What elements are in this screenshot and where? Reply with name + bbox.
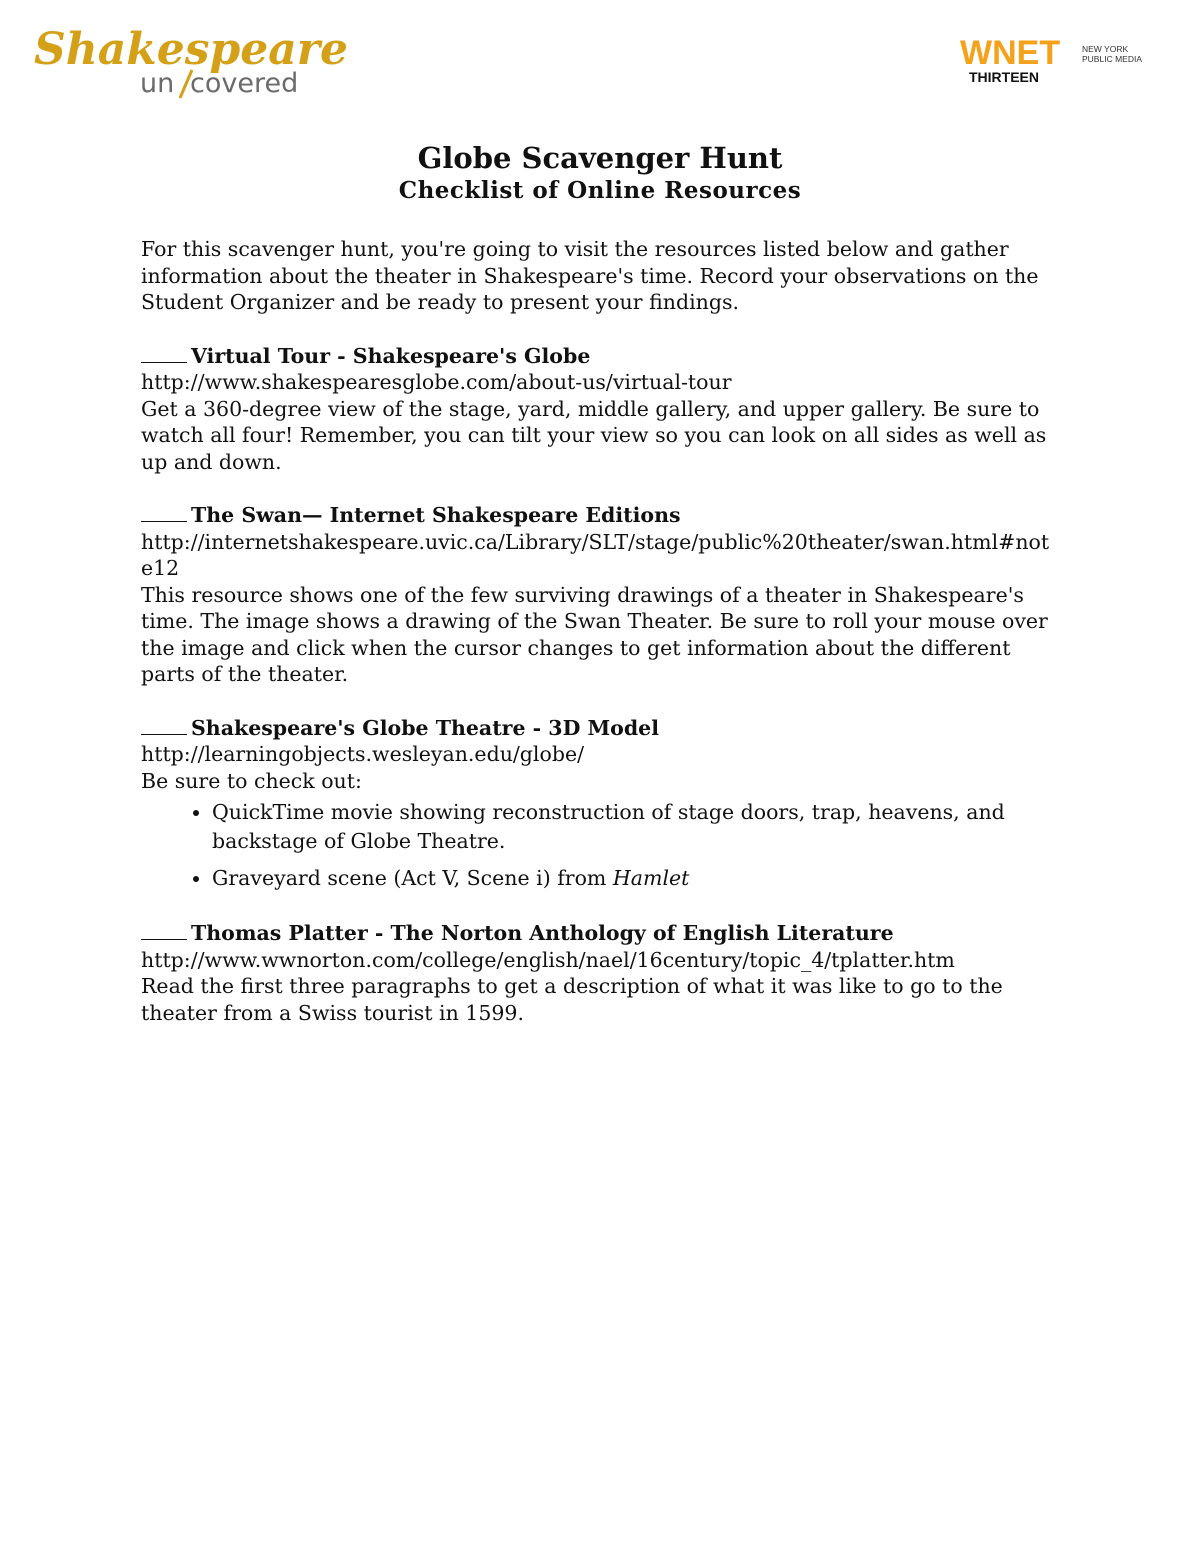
resource-heading: Shakespeare's Globe Theatre - 3D Model (191, 715, 660, 740)
resource-link[interactable]: http://www.wwnorton.com/college/english/nael/16century/topic_4/tplatter.htm (141, 947, 955, 972)
resource-thomas-platter (141, 919, 1061, 1026)
logo-right-main: WNET (960, 34, 1061, 72)
logo-left-line1: Shakespeare (34, 24, 348, 75)
bullet-item (212, 864, 1061, 893)
resource-heading-row (141, 501, 1061, 529)
checkbox-blank[interactable] (141, 501, 187, 522)
resource-heading: The Swan— Internet Shakespeare Editions (191, 503, 681, 527)
checkbox-blank[interactable] (141, 342, 187, 363)
resource-link[interactable]: http://internetshakespeare.uvic.ca/Library/SLT/stage/public%20theater/swan.html#note12 (141, 529, 1050, 580)
resource-heading: Thomas Platter - The Norton Anthology of English Literature (191, 921, 894, 945)
checkbox-blank[interactable] (141, 714, 187, 735)
resource-description: Get a 360-degree view of the stage, yard, middle gallery, and upper gallery. Be sure to watch all four! Remember, you can tilt your view so you can look on all sides as well as up and down. (141, 396, 1047, 474)
resource-link[interactable]: http://www.shakespearesglobe.com/about-us/virtual-tour (141, 370, 732, 394)
logo-right-sub: THIRTEEN (969, 69, 1039, 85)
logo-left-line2-a: un (140, 68, 175, 99)
intro-paragraph: For this scavenger hunt, you're going to visit the resources listed below and gather information about the theater in Shakespeare's time. Record your observations on the Student Organizer and be ready to present your findings. (141, 237, 1039, 314)
checkbox-blank[interactable] (141, 919, 187, 940)
resource-description: This resource shows one of the few surviving drawings of a theater in Shakespeare's time. The image shows a drawing of the Swan Theater. Be sure to roll your mouse over the image and click when the cursor changes to get information about the different parts of the theater. (141, 582, 1048, 686)
logo-left-line2-b: covered (190, 68, 299, 99)
resource-heading-row (141, 919, 1061, 947)
logo-right-side1: NEW YORK (1082, 44, 1129, 54)
resource-swan (141, 501, 1061, 688)
resource-link[interactable]: http://learningobjects.wesleyan.edu/globe/ (141, 742, 584, 766)
wnet-thirteen-logo (960, 34, 1150, 86)
resource-description: Read the first three paragraphs to get a description of what it was like to go to the theater from a Swiss tourist in 1599. (141, 974, 1003, 1025)
resource-virtual-tour (141, 342, 1061, 476)
title-block (0, 140, 1200, 206)
logo-right-side2: PUBLIC MEDIA (1082, 54, 1142, 64)
bullet-list (141, 798, 1061, 893)
bullet-text: QuickTime movie showing reconstruction of stage doors, trap, heavens, and backstage of Globe Theatre. (212, 800, 1005, 853)
bullet-italic-title: Hamlet (612, 866, 690, 890)
shakespeare-uncovered-logo (32, 18, 348, 100)
resource-heading: Virtual Tour - Shakespeare's Globe (191, 343, 591, 368)
resource-description: Be sure to check out: (141, 768, 362, 793)
document-body (141, 236, 1061, 1052)
resource-heading-row (141, 342, 1061, 370)
page-subtitle: Checklist of Online Resources (398, 177, 802, 204)
bullet-text: Graveyard scene (Act V, Scene i) from (212, 866, 607, 890)
bullet-item (212, 798, 1061, 856)
page-title: Globe Scavenger Hunt (417, 141, 783, 175)
resource-globe-3d-model (141, 714, 1061, 894)
resource-heading-row (141, 714, 1061, 742)
